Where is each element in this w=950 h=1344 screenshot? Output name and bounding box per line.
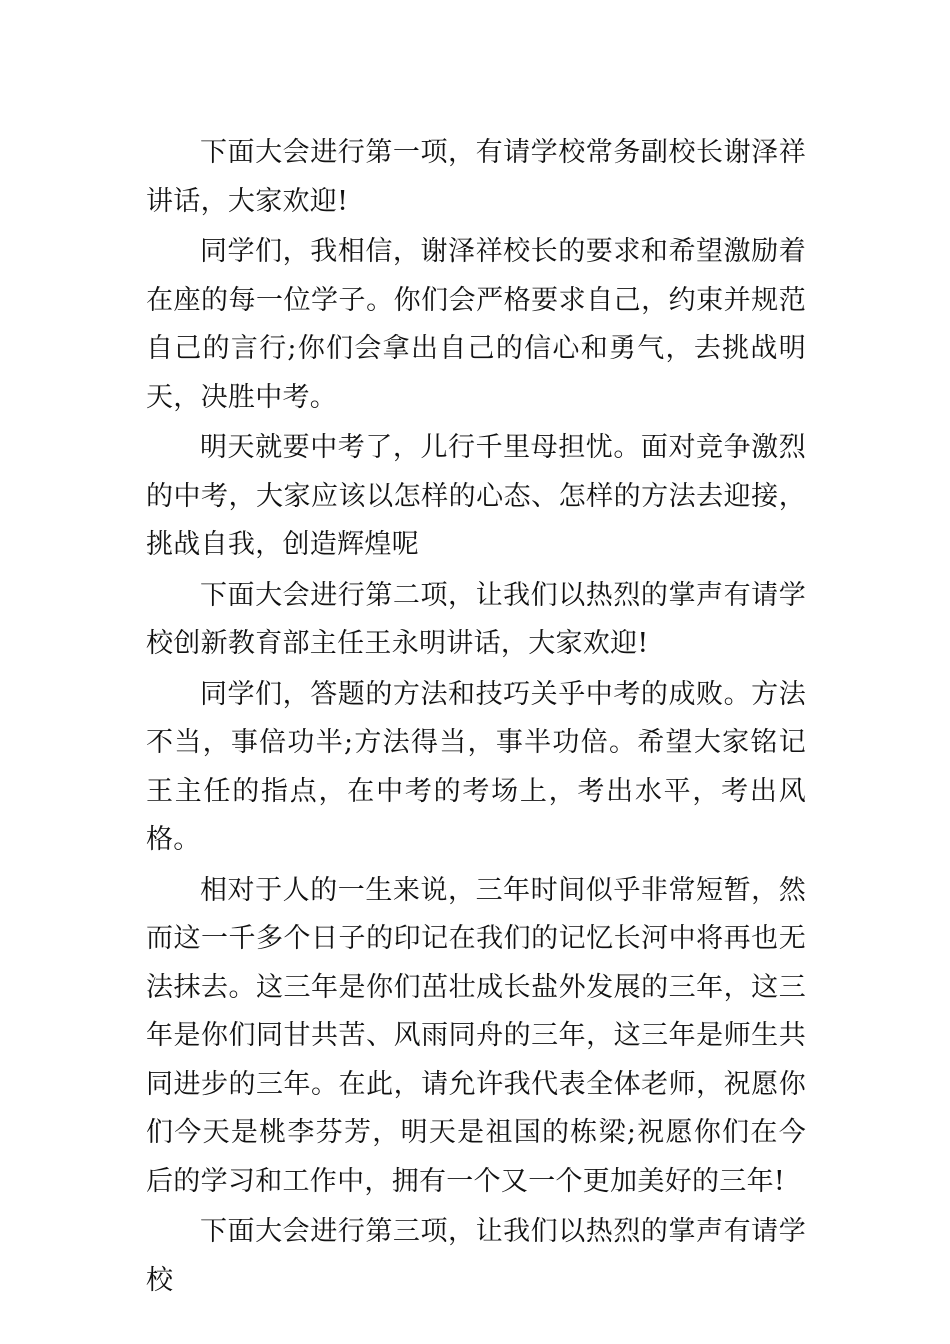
paragraph-item-first-agenda: 下面大会进行第一项，有请学校常务副校长谢泽祥讲话，大家欢迎! [146, 137, 806, 217]
paragraph-item-three-years: 相对于人的一生来说，三年时间似乎非常短暂，然而这一千多个日子的印记在我们的记忆长河中将再也无法抹去。这三年是你们茁壮成长盐外发展的三年，这三年是你们同甘共苦、风雨同舟的三年，这三年是师生共同进步的三年。在此，请允许我代表全体老师，祝愿你们今天是桃李芬芳，明天是祖国的栋梁;祝愿你们在今后的学习和工作中，拥有一个又一个更加美好的三年! [146, 874, 806, 1197]
paragraph-item-exam-eve: 明天就要中考了，儿行千里母担忧。面对竞争激烈的中考，大家应该以怎样的心态、怎样的方法去迎接，挑战自我，创造辉煌呢 [146, 432, 806, 560]
paragraph-item-confidence: 同学们，我相信，谢泽祥校长的要求和希望激励着在座的每一位学子。你们会严格要求自己，约束并规范自己的言行;你们会拿出自己的信心和勇气，去挑战明天，决胜中考。 [146, 236, 806, 413]
document-body [146, 129, 806, 1305]
paragraph-item-second-agenda: 下面大会进行第二项，让我们以热烈的掌声有请学校创新教育部主任王永明讲话，大家欢迎! [146, 579, 806, 659]
paragraph-item-exam-methods: 同学们，答题的方法和技巧关乎中考的成败。方法不当，事倍功半;方法得当，事半功倍。希望大家铭记王主任的指点，在中考的考场上，考出水平，考出风格。 [146, 678, 806, 855]
paragraph-item-third-agenda: 下面大会进行第三项，让我们以热烈的掌声有请学校 [146, 1216, 806, 1296]
